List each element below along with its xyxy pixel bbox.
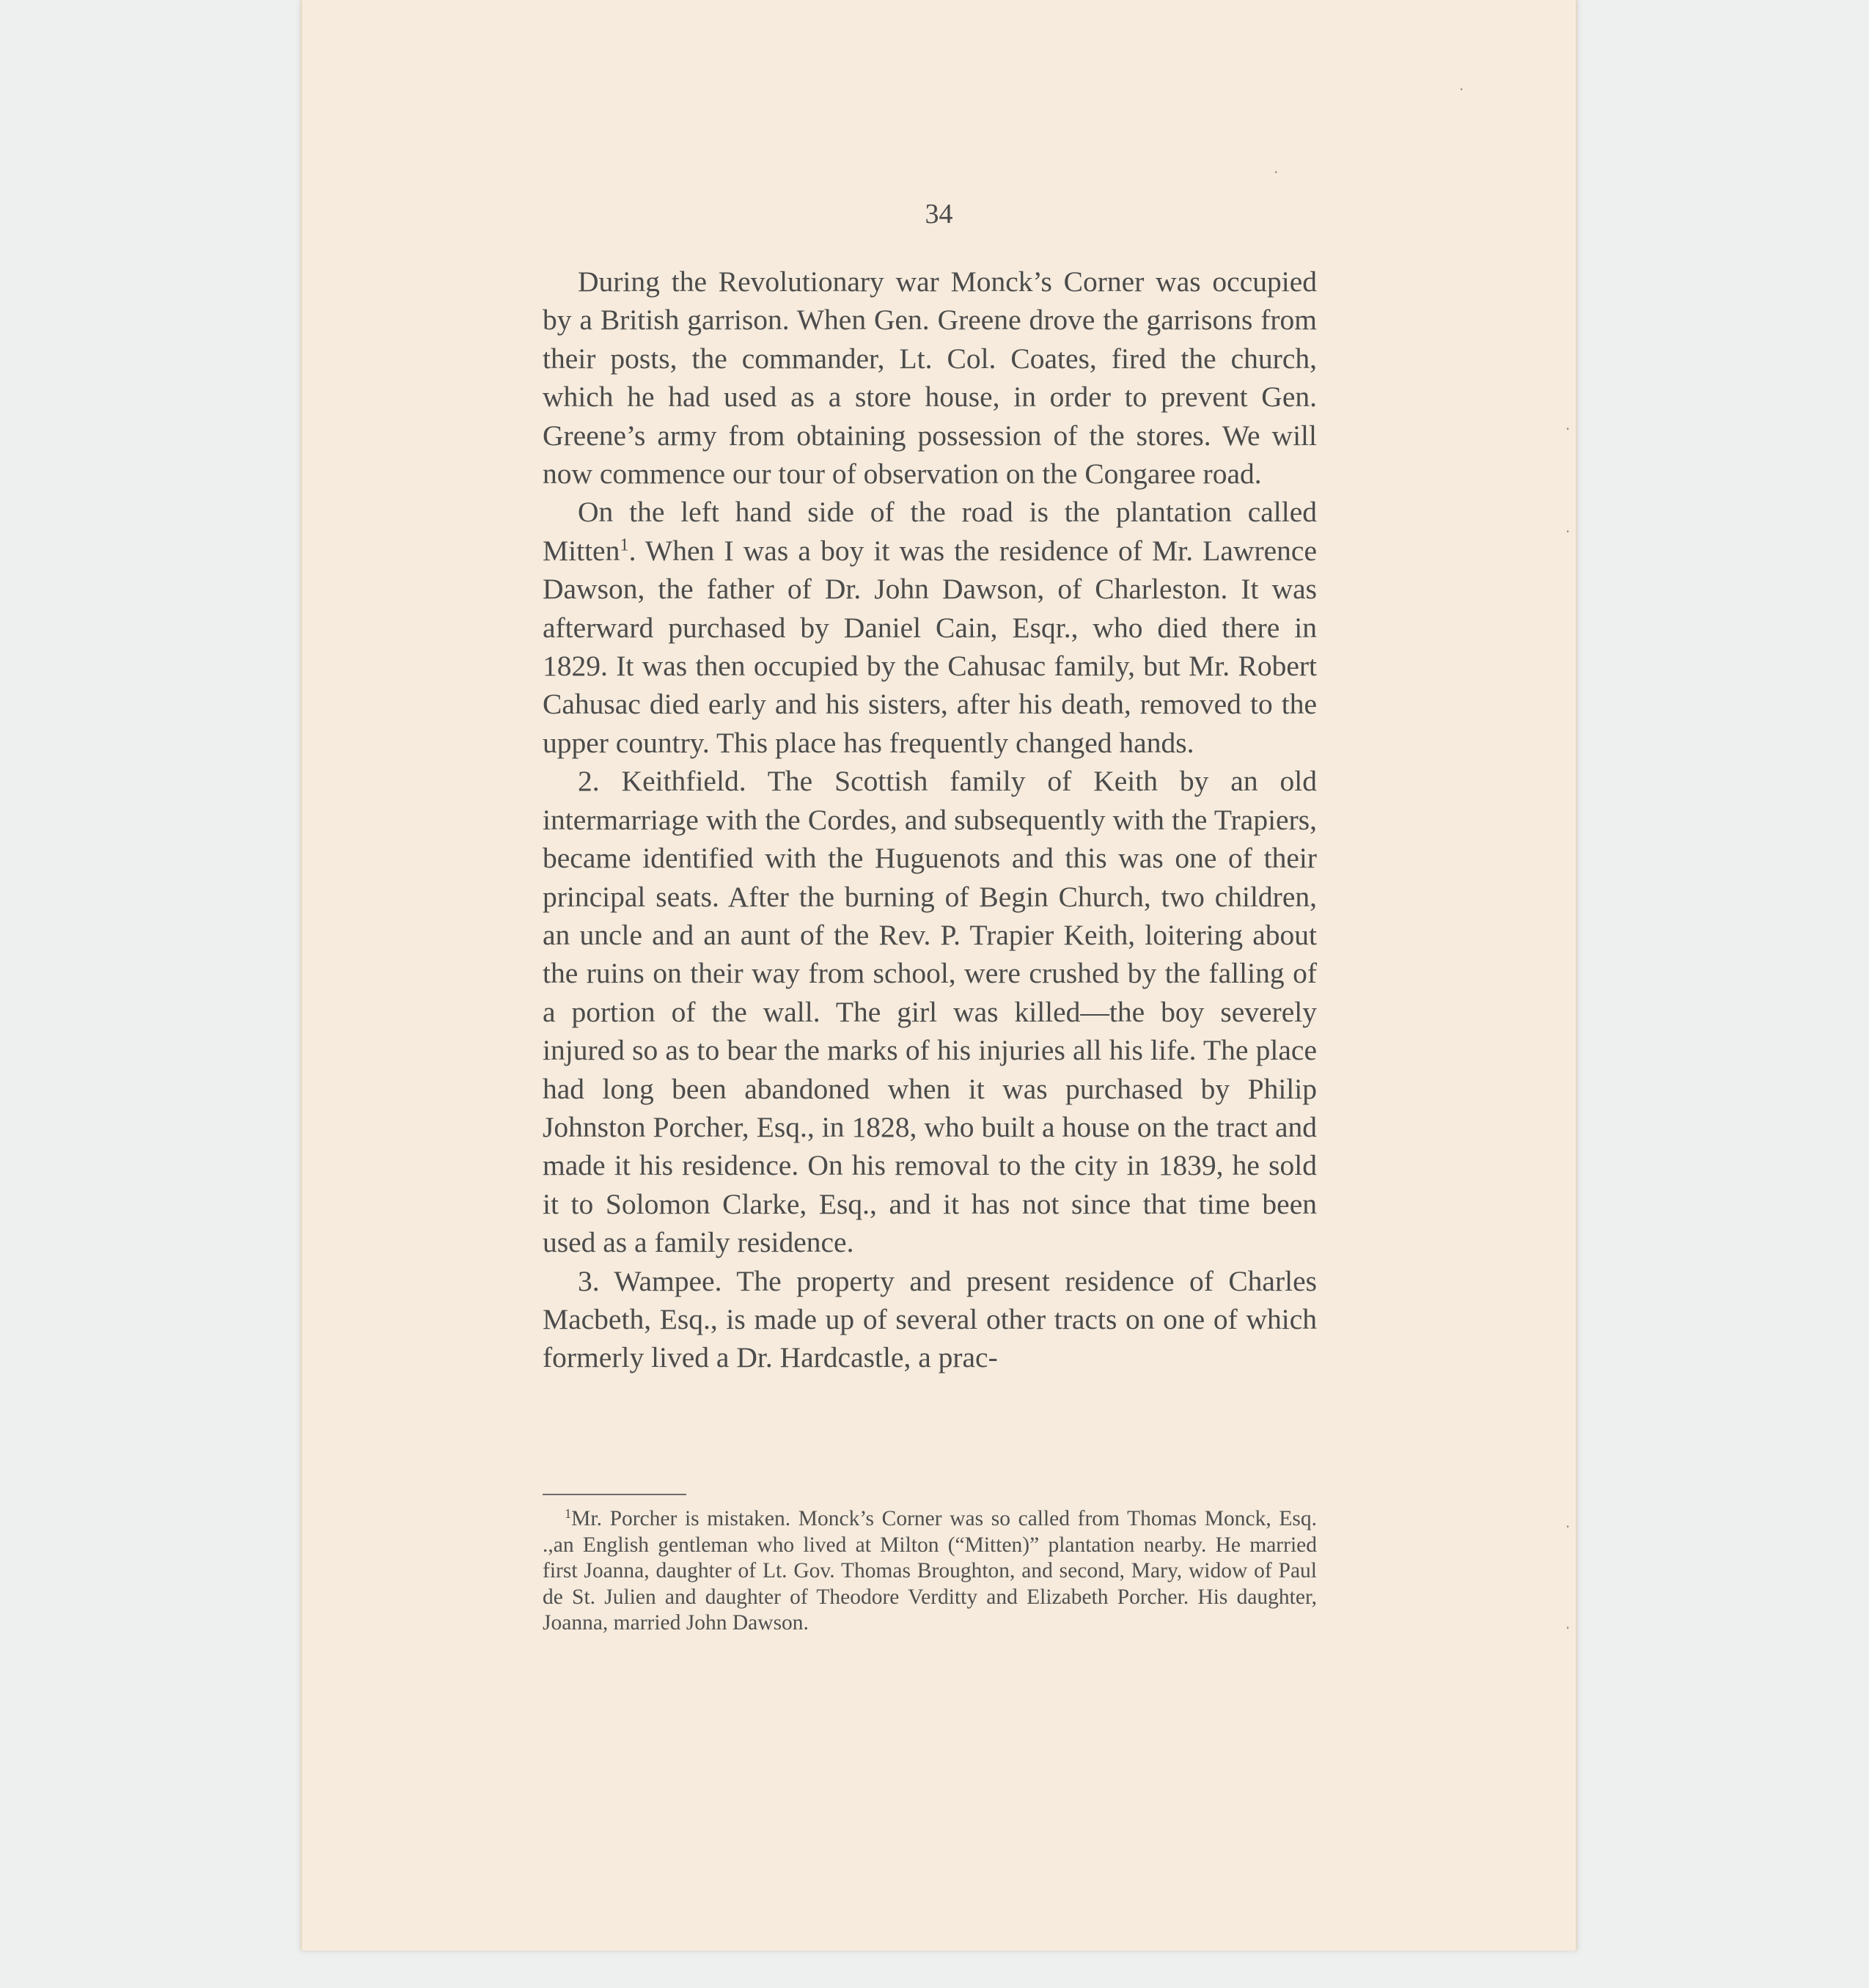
paragraph-mitten <box>543 493 1317 762</box>
paragraph-wampee: 3. Wampee. The property and present residence of Charles Macbeth, Esq., is made up of several other tracts on one of which formerly lived a Dr. Hardcastle, a prac- <box>543 1264 1317 1374</box>
footnote <box>543 1506 1317 1637</box>
paragraph-revolutionary-war: During the Revolutionary war Monck’s Corner was occupied by a British garrison. When Gen. Greene drove the garrisons from their posts, the commander, Lt. Col. Coates, fired the church, which he had used as a store house, in order to prevent Gen. Greene’s army from obtaining possession of the stores. We will now commence our tour of observation on the Congaree road. <box>543 265 1317 491</box>
footnote-text: Mr. Porcher is mistaken. Monck’s Corner was so called from Thomas Monck, Esq. .,an English gentleman who lived at Milton (“Mitten)” plantation nearby. He married first Joanna, daughter of Lt. Gov. Thomas Broughton, and second, Mary, widow of Paul de St. Julien and daughter of Theodore Verditty and Elizabeth Porcher. His daughter, Joanna, married John Dawson. <box>543 1507 1317 1635</box>
margin-speck: · <box>1565 420 1571 438</box>
paragraph-mitten-text-after: . When I was a boy it was the residence of Mr. Lawrence Dawson, the father of Dr. John Dawson, of Charleston. It was afterward purchased by Daniel Cain, Esqr., who died there in 1829. It was then occupied by the Cahusac family, but Mr. Robert Cahusac died early and his sisters, after his death, removed to the upper country. This place has frequently changed hands. <box>543 534 1317 759</box>
paragraph-keithfield: 2. Keithfield. The Scottish family of Keith by an old intermarriage with the Cordes, and subsequently with the Trapiers, became identified with the Huguenots and this was one of their principal seats. After the burning of Begin Church, two children, an uncle and an aunt of the Rev. P. Trapier Keith, loitering about the ruins on their way from school, were crushed by the falling of a portion of the wall. The girl was killed—the boy severely injured so as to bear the marks of his injuries all his life. The place had long been abandoned when it was purchased by Philip Johnston Porcher, Esq., in 1828, who built a house on the tract and made it his residence. On his removal to the city in 1839, he sold it to Solomon Clarke, Esq., and it has not since that time been used as a family residence. <box>543 765 1317 1259</box>
margin-speck: · <box>1565 523 1571 540</box>
margin-speck: · <box>1274 164 1279 181</box>
book-page <box>301 0 1577 1951</box>
margin-speck: · <box>1565 1518 1571 1536</box>
footnote-divider <box>543 1494 686 1495</box>
footnote-reference: 1 <box>620 535 629 555</box>
body-text <box>543 263 1317 1377</box>
footnote-marker: 1 <box>565 1505 572 1521</box>
margin-speck: · <box>1565 1619 1571 1637</box>
page-number: 34 <box>925 199 953 230</box>
margin-speck: · <box>1459 81 1464 98</box>
paragraph-mitten-text-before: On the left hand side of the road is the plantation called Mitten <box>543 496 1317 567</box>
